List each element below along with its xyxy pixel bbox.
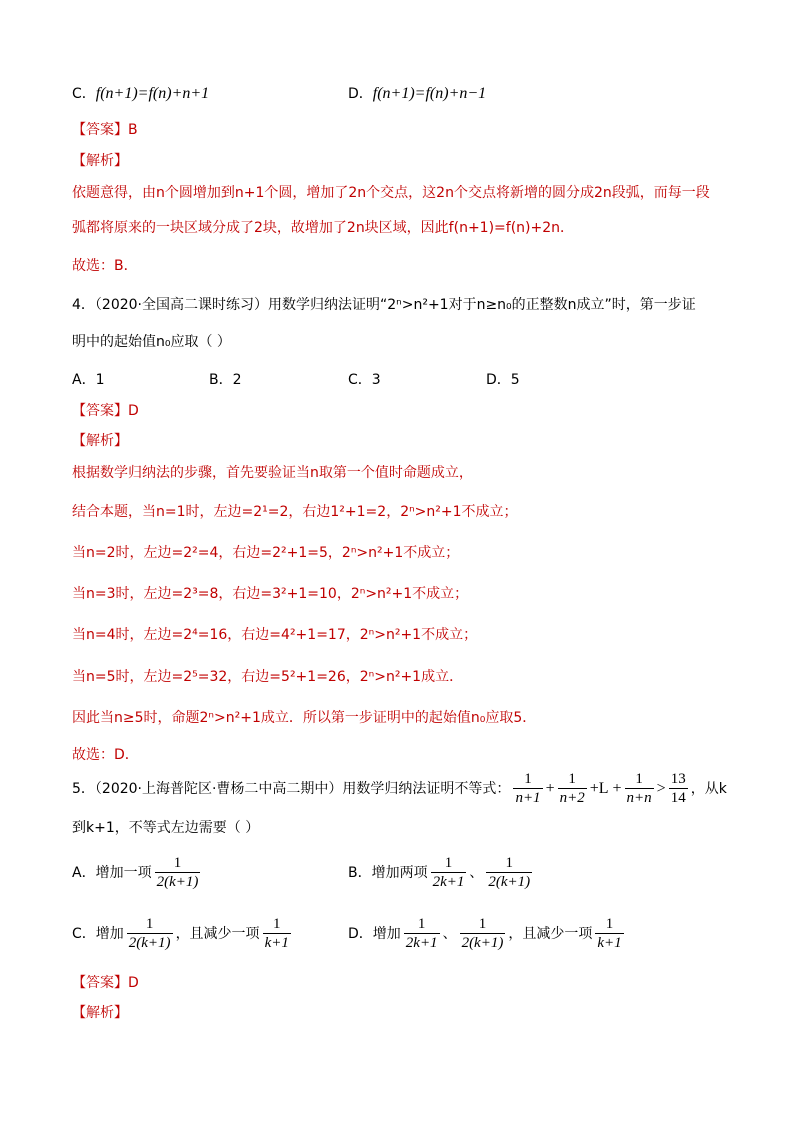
q4-option-a: A．1 <box>72 372 105 388</box>
q5-option-c: C．增加 $\frac{1}{2(k+1)}$ ，且减少一项 $\frac{1}{k+1}$ <box>72 916 289 951</box>
q5-option-a: A．增加一项 $\frac{1}{2(k+1)}$ <box>72 855 199 890</box>
q5-answer: 【答案】D <box>72 975 139 991</box>
q4-explain-tag: 【解析】 <box>72 433 128 449</box>
q4-explain-line: 当n=2时，左边=2²=4，右边=2²+1=5，2ⁿ>n²+1不成立； <box>72 545 460 561</box>
q5-stem-line1: 5．（2020·上海普陀区·曹杨二中高二期中）用数学归纳法证明不等式： $\frac{1}{n+1}$ + $\frac{1}{n+2}$ +L + $\frac{1}{n+n}$ > $\frac{13}{14}$ ，从k <box>72 771 727 806</box>
q5-option-b: B．增加两项 $\frac{1}{2k+1}$ 、 $\frac{1}{2(k+1)}$ <box>348 855 531 890</box>
q4-explain-line: 因此当n≥5时，命题2ⁿ>n²+1成立．所以第一步证明中的起始值n₀应取5． <box>72 710 537 726</box>
q4-stem-line2: 明中的起始值n₀应取（ ） <box>72 334 231 350</box>
q3-choice: 故选：B． <box>72 258 138 274</box>
q3-answer: 【答案】B <box>72 122 138 138</box>
q3-explain-line1: 依题意得，由n个圆增加到n+1个圆，增加了2n个交点，这2n个交点将新增的圆分成2n段弧，而每一段 <box>72 185 710 201</box>
q4-option-c: C．3 <box>348 372 381 388</box>
q5-explain-tag: 【解析】 <box>72 1005 128 1021</box>
q3-explain-tag: 【解析】 <box>72 153 128 169</box>
q4-explain-line: 当n=5时，左边=2⁵=32，右边=5²+1=26，2ⁿ>n²+1成立． <box>72 669 464 685</box>
q4-stem-line1: 4．（2020·全国高二课时练习）用数学归纳法证明“2ⁿ>n²+1对于n≥n₀的正整数n成立”时，第一步证 <box>72 297 696 313</box>
q4-option-d: D．5 <box>486 372 520 388</box>
q4-explain-line: 根据数学归纳法的步骤，首先要验证当n取第一个值时命题成立， <box>72 465 473 481</box>
q3-option-d: D．f(n+1)=f(n)+n−1 <box>348 85 487 102</box>
q3-explain-line2: 弧都将原来的一块区域分成了2块，故增加了2n块区域，因此f(n+1)=f(n)+2n． <box>72 220 575 236</box>
q3-option-c: C．f(n+1)=f(n)+n+1 <box>72 85 210 102</box>
q4-choice: 故选：D． <box>72 747 139 763</box>
q4-explain-line: 结合本题，当n=1时，左边=2¹=2，右边1²+1=2，2ⁿ>n²+1不成立； <box>72 504 518 520</box>
q5-option-d: D．增加 $\frac{1}{2k+1}$ 、 $\frac{1}{2(k+1)}$ ，且减少一项 $\frac{1}{k+1}$ <box>348 916 622 951</box>
q4-answer: 【答案】D <box>72 403 139 419</box>
q4-option-b: B．2 <box>209 372 242 388</box>
q4-explain-line: 当n=3时，左边=2³=8，右边=3²+1=10，2ⁿ>n²+1不成立； <box>72 586 469 602</box>
q5-stem-line2: 到k+1，不等式左边需要（ ） <box>72 820 260 836</box>
q4-explain-line: 当n=4时，左边=2⁴=16，右边=4²+1=17，2ⁿ>n²+1不成立； <box>72 627 478 643</box>
